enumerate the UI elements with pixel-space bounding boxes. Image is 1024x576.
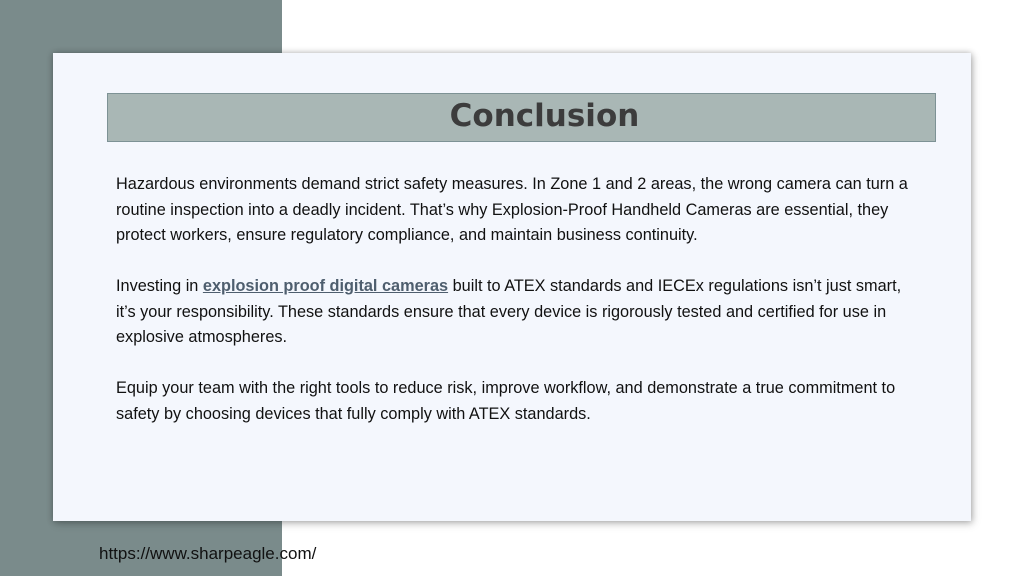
paragraph-investing (116, 274, 916, 351)
slide-title: Conclusion (449, 98, 640, 134)
content-card (53, 53, 971, 521)
explosion-proof-cameras-link[interactable]: explosion proof digital cameras (202, 277, 449, 295)
title-banner (107, 93, 936, 142)
paragraph-call-to-action: Equip your team with the right tools to reduce risk, improve workflow, and demonstrate a true commitment to safety by choosing devices that fully comply with ATEX standards. (116, 379, 896, 423)
footer-url: https://www.sharpeagle.com/ (99, 544, 317, 563)
paragraph-intro: Hazardous environments demand strict safety measures. In Zone 1 and 2 areas, the wrong camera can turn a routine inspection into a deadly incident. That’s why Explosion-Proof Handheld Cameras are essential, they protect workers, ensure regulatory compliance, and maintain business continuity. (116, 175, 908, 244)
body-text (116, 172, 916, 453)
paragraph-investing-lead: Investing in (116, 277, 203, 295)
paragraph-investing-rest: built to ATEX standards and IECEx regulations isn’t just smart, it’s your responsibility. These standards ensure that every device is rigorously tested and certified for use in explosive atmospheres. (116, 277, 902, 346)
